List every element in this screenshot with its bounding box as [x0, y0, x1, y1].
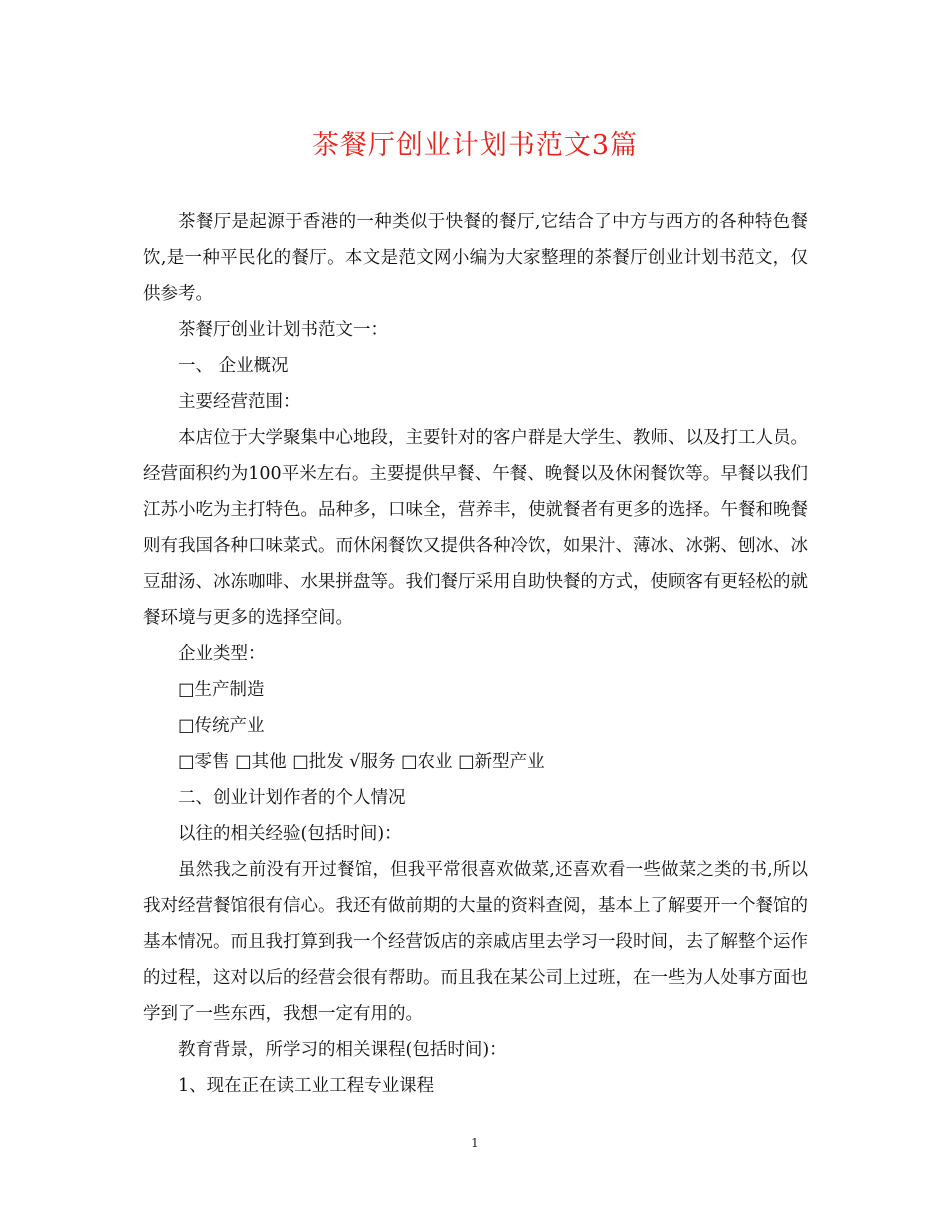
paragraph-education-item-1: 1、现在正在读工业工程专业课程: [178, 1076, 435, 1096]
paragraph-section-heading: 茶餐厅创业计划书范文一：: [178, 320, 388, 340]
paragraph-heading-overview: 一、 企业概况: [178, 356, 289, 376]
page-number: 1: [471, 1136, 479, 1150]
paragraph-label-scope: 主要经营范围：: [178, 392, 301, 412]
paragraph-label-education: 教育背景，所学习的相关课程(包括时间)：: [178, 1040, 507, 1060]
paragraph-option-manufacturing: □生产制造: [178, 680, 265, 700]
paragraph-heading-author: 二、创业计划作者的个人情况: [178, 788, 406, 808]
paragraph-intro: 茶餐厅是起源于香港的一种类似于快餐的餐厅,它结合了中方与西方的各种特色餐饮,是一种平民化的餐厅。本文是范文网小编为大家整理的茶餐厅创业计划书范文，仅供参考。: [143, 212, 808, 304]
paragraph-label-experience: 以往的相关经验(包括时间)：: [178, 824, 402, 844]
document-title: 茶餐厅创业计划书范文3篇: [311, 130, 639, 161]
paragraph-label-type: 企业类型：: [178, 644, 266, 664]
paragraph-option-traditional: □传统产业: [178, 716, 265, 736]
paragraph-experience-detail: 虽然我之前没有开过餐馆，但我平常很喜欢做菜,还喜欢看一些做菜之类的书,所以我对经营餐馆很有信心。我还有做前期的大量的资料查阅，基本上了解要开一个餐馆的基本情况。而且我打算到我一个经营饭店的亲戚店里去学习一段时间，去了解整个运作的过程，这对以后的经营会很有帮助。而且我在某公司上过班，在一些为人处事方面也学到了一些东西，我想一定有用的。: [143, 860, 808, 1024]
paragraph-scope-detail: 本店位于大学聚集中心地段，主要针对的客户群是大学生、教师、以及打工人员。经营面积约为100平米左右。主要提供早餐、午餐、晚餐以及休闲餐饮等。早餐以我们江苏小吃为主打特色。品种多，口味全，营养丰，使就餐者有更多的选择。午餐和晚餐则有我国各种口味菜式。而休闲餐饮又提供各种冷饮，如果汁、薄冰、冰粥、刨冰、冰豆甜汤、冰冻咖啡、水果拼盘等。我们餐厅采用自助快餐的方式，使顾客有更轻松的就餐环境与更多的选择空间。: [143, 428, 808, 628]
document-body: [143, 204, 808, 1104]
paragraph-option-list: □零售 □其他 □批发 √服务 □农业 □新型产业: [178, 752, 545, 772]
